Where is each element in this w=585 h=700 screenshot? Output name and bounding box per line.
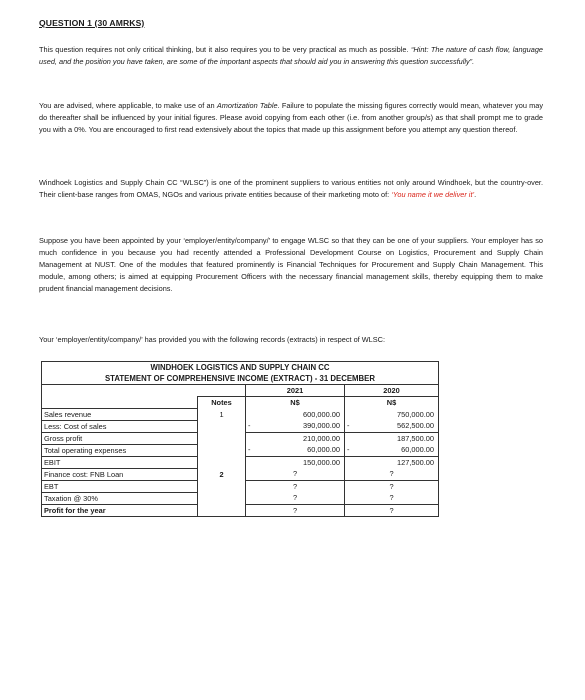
row-note	[198, 444, 246, 456]
table-row	[42, 480, 439, 492]
row-value-2020: ?	[389, 469, 394, 479]
company-paragraph	[39, 177, 543, 201]
row-value-2020: 60,000.00	[401, 445, 434, 455]
row-value-2020: ?	[389, 505, 394, 515]
row-label: Taxation @ 30%	[42, 492, 198, 504]
row-value-2020: ?	[389, 493, 394, 503]
table-title: WINDHOEK LOGISTICS AND SUPPLY CHAIN CC	[42, 362, 439, 374]
row-note	[198, 492, 246, 504]
table-row	[42, 468, 439, 480]
table-row	[42, 456, 439, 468]
row-value-2021: 60,000.00	[307, 445, 340, 455]
advice-text-a: You are advised, where applicable, to make use of an	[39, 101, 217, 110]
instructions-paragraph	[39, 44, 543, 68]
row-value-2020: 750,000.00	[397, 409, 434, 419]
amortization-table-term: Amortization Table	[216, 101, 278, 110]
row-value-2020: 127,500.00	[397, 457, 434, 467]
negative-sign: -	[248, 421, 251, 430]
company-text-end: .	[474, 190, 477, 199]
row-value-2021: 150,000.00	[303, 457, 340, 467]
advice-text-b: . Failure to populate the missing figures correctly would mean, whatever you may do thereafter shall be influenced by your initial figures. Please avoid copying from each other (i.e. from another group/s) as that shall prompt me to grade you with a 0%. You are encouraged to first read extensively about the topics that made up this assignment before you attempt any question thereof.	[39, 101, 543, 134]
row-note	[198, 504, 246, 516]
row-note	[198, 480, 246, 492]
row-value-2020: 187,500.00	[397, 433, 434, 443]
row-label: Profit for the year	[42, 504, 198, 516]
table-row	[42, 504, 439, 516]
table-row	[42, 432, 439, 444]
currency-2021-header: N$	[246, 397, 345, 409]
question-heading: QUESTION 1 (30 AMRKS)	[39, 18, 145, 28]
row-note	[198, 420, 246, 432]
row-value-2020: ?	[389, 481, 394, 491]
row-note: 1	[198, 408, 246, 420]
row-note	[198, 456, 246, 468]
row-value-2020: 562,500.00	[397, 421, 434, 431]
row-value-2021: ?	[292, 505, 298, 515]
records-intro-paragraph: Your ‘employer/entity/company/’ has provided you with the following records (extracts) in respect of WLSC:	[39, 335, 385, 344]
hint-text: “Hint: The nature of cash flow, language used, and the position you have taken, are some of the important aspects that should aid you in answering this question successfully”.	[39, 45, 543, 66]
advice-paragraph	[39, 100, 543, 136]
row-label: Gross profit	[42, 432, 198, 444]
row-value-2021: ?	[292, 469, 298, 479]
row-note	[198, 432, 246, 444]
row-label: EBIT	[42, 456, 198, 468]
currency-2020-header: N$	[345, 397, 439, 409]
row-label: Sales revenue	[42, 408, 198, 420]
row-label: Finance cost: FNB Loan	[42, 468, 198, 480]
negative-sign: -	[347, 421, 350, 430]
row-value-2021: ?	[292, 481, 298, 491]
row-value-2021: 390,000.00	[303, 421, 340, 431]
negative-sign: -	[347, 445, 350, 454]
row-value-2021: 600,000.00	[303, 409, 340, 419]
table-row	[42, 492, 439, 504]
income-statement-table	[41, 361, 439, 517]
instructions-text: This question requires not only critical thinking, but it also requires you to be very practical as much as possible.	[39, 45, 411, 54]
row-label: Less: Cost of sales	[42, 420, 198, 432]
year-2021-header: 2021	[246, 385, 345, 397]
table-row	[42, 408, 439, 420]
table-row	[42, 444, 439, 456]
table-row	[42, 420, 439, 432]
table-subtitle: STATEMENT OF COMPREHENSIVE INCOME (EXTRACT) - 31 DECEMBER	[42, 373, 439, 385]
row-value-2021: ?	[292, 493, 298, 503]
row-label: EBT	[42, 480, 198, 492]
row-label: Total operating expenses	[42, 444, 198, 456]
negative-sign: -	[248, 445, 251, 454]
marketing-motto: ‘You name it we deliver it’	[391, 190, 475, 199]
notes-header: Notes	[198, 397, 246, 409]
scenario-paragraph: Suppose you have been appointed by your ‘employer/entity/company/’ to engage WLSC so that they can be one of your suppliers. Your employer has so much confidence in you because you had recently attended a Professional Development Course on Logistics, Procurement and Supply Chain Management at NUST. One of the modules that featured prominently is Financial Techniques for Procurement and Supply Chain Management. This module, among others; is aimed at equipping Procurement Officers with the necessary financial management skills, thereby equipping them to make prudent financial management decisions.	[39, 236, 543, 293]
row-note: 2	[198, 468, 246, 480]
year-2020-header: 2020	[345, 385, 439, 397]
company-text: Windhoek Logistics and Supply Chain CC “WLSC”) is one of the prominent suppliers to various entities not only around Windhoek, but the country-over. Their client-base ranges from OMAS, NGOs and various private entities because of their marketing moto of:	[39, 178, 543, 199]
row-value-2021: 210,000.00	[303, 433, 340, 443]
